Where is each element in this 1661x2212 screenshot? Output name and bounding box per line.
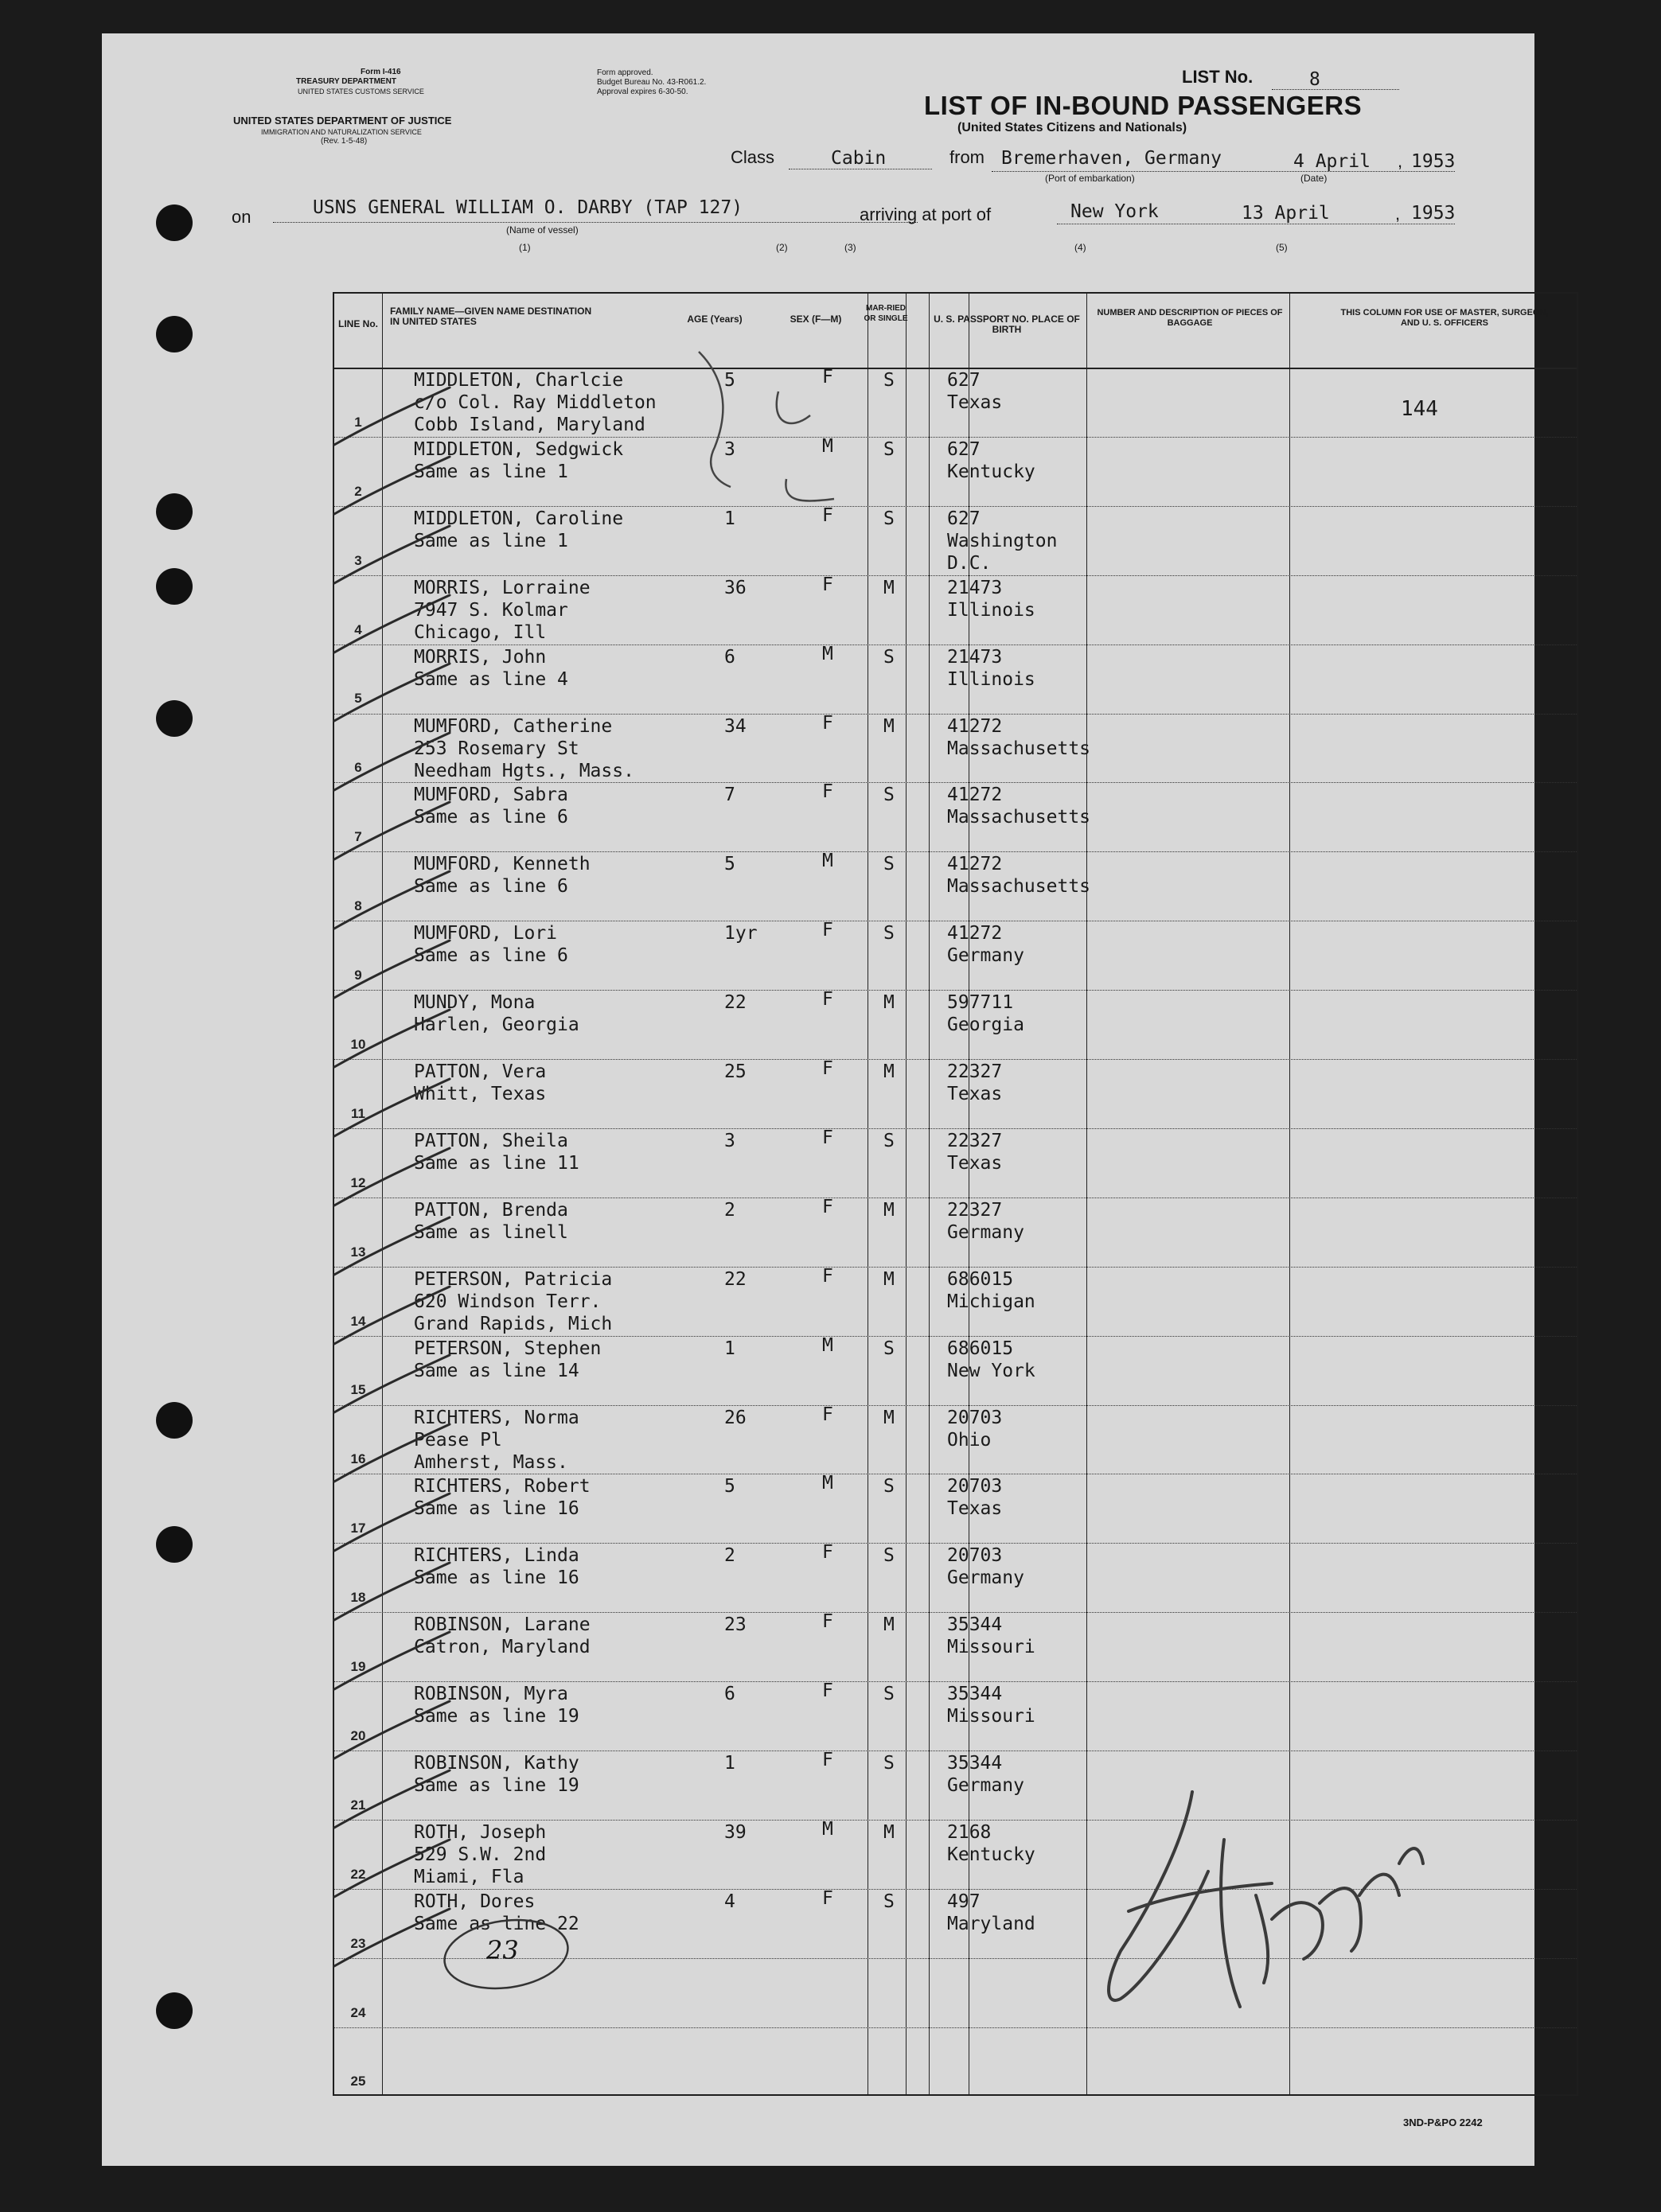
list-no-value: 8 [1309, 69, 1320, 90]
arrival-port: New York [1070, 201, 1159, 222]
table-row [334, 368, 1577, 437]
col-header-passport: U. S. PASSPORT NO. PLACE OF BIRTH [934, 313, 1080, 335]
row-divider [334, 782, 1577, 783]
passenger-sex: F [822, 1680, 833, 1702]
table-row [334, 1198, 1577, 1267]
passenger-age: 6 [724, 646, 735, 668]
binder-hole [156, 1992, 193, 2029]
passenger-name-destination: RICHTERS, Robert Same as line 16 [414, 1476, 591, 1520]
table-row [334, 782, 1577, 851]
marital-status: M [883, 1268, 895, 1290]
line-number: 16 [350, 1451, 366, 1467]
line-number: 1 [354, 414, 362, 430]
col-header-married: MAR-RIED OR SINGLE [864, 304, 908, 323]
marital-status: S [883, 923, 895, 944]
col-header-sex: SEX (F—M) [790, 313, 842, 325]
passenger-sex: F [822, 574, 833, 595]
passport-birthplace: 627 Texas [947, 370, 1003, 413]
passenger-sex: F [822, 1196, 833, 1217]
port-caption: (Port of embarkation) [1045, 173, 1135, 184]
passport-birthplace: 20703 Germany [947, 1545, 1024, 1589]
passenger-sex: F [822, 1265, 833, 1287]
line-number: 11 [351, 1105, 365, 1121]
row-divider [334, 851, 1577, 852]
line-number: 19 [350, 1659, 366, 1675]
passport-birthplace: 597711 Georgia [947, 992, 1024, 1036]
line-number: 2 [354, 483, 362, 499]
manifest-page [102, 33, 1549, 2166]
passenger-age: 5 [724, 854, 735, 875]
marital-status: S [883, 438, 895, 460]
table-row [334, 921, 1577, 990]
line-number: 12 [350, 1174, 366, 1190]
passport-birthplace: 41272 Massachusetts [947, 854, 1091, 898]
passenger-age: 7 [724, 785, 735, 806]
passenger-name-destination: RICHTERS, Linda Same as line 16 [414, 1545, 579, 1589]
passenger-name-destination: ROBINSON, Myra Same as line 19 [414, 1684, 579, 1727]
col-header-name: FAMILY NAME—GIVEN NAME DESTINATION IN UNITED STATES [390, 306, 592, 327]
table-row [334, 1681, 1577, 1751]
table-row [334, 1612, 1577, 1681]
line-number: 5 [354, 691, 362, 707]
row-divider [334, 1336, 1577, 1337]
line-number: 23 [350, 1935, 366, 1951]
table-row [334, 990, 1577, 1059]
passenger-sex: F [822, 367, 833, 387]
budget-label: Budget Bureau No. 43-R061.2. [597, 78, 707, 87]
passport-birthplace: 35344 Germany [947, 1753, 1024, 1796]
marital-status: S [883, 1753, 895, 1774]
customs-label: UNITED STATES CUSTOMS SERVICE [298, 88, 424, 95]
class-value: Cabin [831, 148, 887, 169]
marital-status: S [883, 1476, 895, 1497]
passenger-age: 4 [724, 1891, 735, 1912]
line-number: 4 [354, 621, 362, 637]
marital-status: M [883, 577, 895, 598]
passenger-name-destination: MORRIS, John Same as line 4 [414, 646, 568, 690]
footer-code: 3ND-P&PO 2242 [1403, 2117, 1483, 2128]
embarkation-port: Bremerhaven, Germany [1001, 148, 1222, 169]
passenger-sex: F [822, 1750, 833, 1770]
marital-status: S [883, 854, 895, 875]
officer-note: 144 [1401, 397, 1438, 421]
passenger-name-destination: MUMFORD, Lori Same as line 6 [414, 923, 568, 967]
passenger-sex: M [822, 435, 833, 457]
line-number: 8 [354, 898, 362, 914]
line-number: 25 [350, 2074, 366, 2089]
passenger-name-destination: PATTON, Vera Whitt, Texas [414, 1061, 547, 1104]
line-number: 22 [350, 1866, 366, 1882]
immigration-label: IMMIGRATION AND NATURALIZATION SERVICE [261, 128, 422, 136]
passport-birthplace: 20703 Texas [947, 1476, 1003, 1520]
marital-status: M [883, 992, 895, 1014]
passenger-name-destination: PATTON, Brenda Same as linell [414, 1199, 568, 1243]
passenger-age: 22 [724, 992, 747, 1014]
table-row [334, 851, 1577, 921]
passenger-age: 34 [724, 715, 747, 737]
passenger-name-destination: ROBINSON, Kathy Same as line 19 [414, 1753, 579, 1796]
treasury-label: TREASURY DEPARTMENT [296, 77, 396, 86]
passenger-age: 36 [724, 577, 747, 598]
page-title: LIST OF IN-BOUND PASSENGERS [924, 91, 1363, 120]
expires-label: Approval expires 6-30-50. [597, 88, 688, 96]
passenger-sex: F [822, 920, 833, 941]
passport-birthplace: 2168 Kentucky [947, 1821, 1035, 1865]
passport-birthplace: 686015 Michigan [947, 1268, 1035, 1312]
vessel-line [273, 222, 918, 223]
passenger-name-destination: PETERSON, Patricia 620 Windson Terr. Grand Rapids, Mich [414, 1268, 613, 1334]
passport-birthplace: 20703 Ohio [947, 1407, 1003, 1451]
vessel-caption: (Name of vessel) [506, 224, 579, 236]
marital-status: M [883, 1407, 895, 1428]
embarkation-year: 1953 [1411, 151, 1456, 172]
table-row [334, 1474, 1577, 1543]
passport-birthplace: 35344 Missouri [947, 1684, 1035, 1727]
table-row [334, 575, 1577, 645]
marital-status: S [883, 1684, 895, 1705]
passenger-age: 22 [724, 1268, 747, 1290]
from-label: from [949, 147, 985, 167]
passenger-age: 2 [724, 1199, 735, 1221]
passenger-sex: F [822, 712, 833, 734]
colnum-2: (2) [776, 242, 788, 253]
marital-status: S [883, 646, 895, 668]
passport-birthplace: 497 Maryland [947, 1891, 1035, 1934]
passenger-age: 5 [724, 370, 735, 391]
passenger-name-destination: PATTON, Sheila Same as line 11 [414, 1130, 579, 1174]
line-number: 3 [354, 552, 362, 568]
colnum-5: (5) [1276, 242, 1288, 253]
line-number: 6 [354, 760, 362, 776]
table-row [334, 1267, 1577, 1336]
line-number: 7 [354, 829, 362, 845]
passport-birthplace: 22327 Texas [947, 1061, 1003, 1104]
passenger-sex: M [822, 1818, 833, 1840]
passport-birthplace: 21473 Illinois [947, 646, 1035, 690]
row-divider [334, 1128, 1577, 1129]
passenger-name-destination: MUMFORD, Catherine 253 Rosemary St Needham Hgts., Mass. [414, 715, 634, 781]
marital-status: S [883, 1130, 895, 1151]
arriving-label: arriving at port of [860, 204, 992, 224]
passenger-age: 2 [724, 1545, 735, 1567]
passenger-age: 1 [724, 1753, 735, 1774]
marital-status: S [883, 1891, 895, 1912]
passenger-age: 3 [724, 1130, 735, 1151]
passenger-name-destination: PETERSON, Stephen Same as line 14 [414, 1338, 602, 1381]
table-row [334, 1543, 1577, 1612]
passport-birthplace: 41272 Massachusetts [947, 715, 1091, 759]
passenger-age: 25 [724, 1061, 747, 1082]
passport-birthplace: 21473 Illinois [947, 577, 1035, 621]
line-number: 21 [350, 1797, 366, 1813]
table-row [334, 1128, 1577, 1198]
passenger-age: 26 [724, 1407, 747, 1428]
row-divider [334, 714, 1577, 715]
table-row [334, 1059, 1577, 1128]
passenger-sex: F [822, 1611, 833, 1633]
passenger-name-destination: MIDDLETON, Caroline Same as line 1 [414, 508, 624, 551]
col-header-baggage: NUMBER AND DESCRIPTION OF PIECES OF BAGGAGE [1097, 308, 1283, 328]
passenger-sex: M [822, 851, 833, 872]
line-number: 13 [350, 1244, 366, 1260]
approved-label: Form approved. [597, 68, 653, 77]
passenger-age: 1 [724, 1338, 735, 1359]
passport-birthplace: 41272 Germany [947, 923, 1024, 967]
row-divider [334, 575, 1577, 576]
marital-status: S [883, 785, 895, 806]
marital-status: M [883, 1199, 895, 1221]
marital-status: S [883, 508, 895, 529]
colnum-3: (3) [844, 242, 856, 253]
line-number: 10 [350, 1036, 366, 1052]
passenger-sex: F [822, 781, 833, 803]
passenger-name-destination: RICHTERS, Norma Pease Pl Amherst, Mass. [414, 1407, 579, 1473]
row-divider [334, 506, 1577, 507]
marital-status: S [883, 1338, 895, 1359]
table-row [334, 1336, 1577, 1405]
table-row [334, 645, 1577, 714]
passenger-name-destination: MUMFORD, Kenneth Same as line 6 [414, 854, 591, 898]
arrival-date: 13 April [1242, 203, 1330, 224]
form-number: Form I-416 [361, 68, 401, 76]
passenger-name-destination: ROTH, Joseph 529 S.W. 2nd Miami, Fla [414, 1821, 547, 1887]
row-divider [334, 437, 1577, 438]
passenger-age: 3 [724, 438, 735, 460]
row-divider [334, 1267, 1577, 1268]
passenger-name-destination: ROBINSON, Larane Catron, Maryland [414, 1614, 591, 1658]
justice-label: UNITED STATES DEPARTMENT OF JUSTICE [233, 115, 452, 127]
on-label: on [232, 207, 251, 227]
binder-hole [156, 493, 193, 530]
vessel-name: USNS GENERAL WILLIAM O. DARBY (TAP 127) [313, 197, 743, 218]
binder-hole [156, 1402, 193, 1439]
passport-birthplace: 22327 Texas [947, 1130, 1003, 1174]
passenger-sex: F [822, 1542, 833, 1564]
date-caption: (Date) [1300, 173, 1328, 184]
marital-status: S [883, 1545, 895, 1567]
line-number: 14 [350, 1313, 366, 1329]
circled-total: 23 [486, 1935, 519, 1965]
class-label: Class [731, 147, 775, 167]
page-subtitle: (United States Citizens and Nationals) [957, 121, 1187, 134]
passenger-sex: F [822, 1887, 833, 1909]
passport-birthplace: 41272 Massachusetts [947, 785, 1091, 828]
binder-hole [156, 204, 193, 241]
col-header-officers: THIS COLUMN FOR USE OF MASTER, SURGEON, AND U. S. OFFICERS [1340, 308, 1549, 328]
passenger-age: 6 [724, 1684, 735, 1705]
passenger-sex: M [822, 1334, 833, 1356]
marital-status: M [883, 1061, 895, 1082]
passport-birthplace: 627 Kentucky [947, 438, 1035, 482]
arrival-year-sep: , [1395, 204, 1401, 224]
row-divider [334, 1612, 1577, 1613]
passport-birthplace: 22327 Germany [947, 1199, 1024, 1243]
passenger-name-destination: MIDDLETON, Sedgwick Same as line 1 [414, 438, 624, 482]
passenger-name-destination: MUNDY, Mona Harlen, Georgia [414, 992, 579, 1036]
list-no-label: LIST No. [1182, 67, 1254, 87]
table-row [334, 506, 1577, 575]
arrival-year: 1953 [1411, 203, 1456, 224]
passenger-age: 1 [724, 508, 735, 529]
marital-status: M [883, 715, 895, 737]
passport-birthplace: 627 Washington D.C. [947, 508, 1058, 574]
row-divider [334, 1059, 1577, 1060]
line-number: 24 [350, 2004, 366, 2020]
passenger-sex: F [822, 1404, 833, 1425]
passenger-age: 5 [724, 1476, 735, 1497]
col-header-age: AGE (Years) [687, 313, 743, 325]
colnum-4: (4) [1074, 242, 1086, 253]
vessel-colnum: (1) [519, 242, 531, 253]
passenger-sex: F [822, 1127, 833, 1148]
passenger-sex: F [822, 1058, 833, 1079]
line-number: 18 [350, 1590, 366, 1606]
from-line [992, 171, 1455, 172]
passenger-name-destination: MIDDLETON, Charlcie c/o Col. Ray Middleton Cobb Island, Maryland [414, 370, 657, 435]
passenger-age: 39 [724, 1821, 747, 1843]
col-header-line-no: LINE No. [338, 318, 378, 329]
line-number: 17 [350, 1521, 366, 1536]
passenger-name-destination: ROTH, Dores Same as line 22 [414, 1891, 579, 1934]
binder-hole [156, 316, 193, 352]
line-number: 15 [350, 1382, 366, 1398]
row-divider [334, 1405, 1577, 1406]
passenger-sex: M [822, 643, 833, 664]
marital-status: M [883, 1821, 895, 1843]
passport-birthplace: 35344 Missouri [947, 1614, 1035, 1658]
marital-status: M [883, 1614, 895, 1636]
officer-signature [985, 1744, 1431, 2039]
passenger-sex: F [822, 989, 833, 1011]
binder-hole [156, 568, 193, 605]
revision-label: (Rev. 1-5-48) [321, 137, 368, 146]
marital-status: S [883, 370, 895, 391]
passenger-sex: F [822, 504, 833, 526]
passenger-name-destination: MUMFORD, Sabra Same as line 6 [414, 785, 568, 828]
passenger-sex: M [822, 1473, 833, 1494]
line-number: 20 [350, 1727, 366, 1743]
table-row [334, 1405, 1577, 1474]
passport-birthplace: 686015 New York [947, 1338, 1035, 1381]
row-divider [334, 1543, 1577, 1544]
table-row [334, 714, 1577, 783]
embarkation-year-sep: , [1398, 151, 1403, 171]
binder-hole [156, 700, 193, 737]
binder-hole [156, 1526, 193, 1563]
embarkation-date: 4 April [1293, 151, 1371, 172]
row-divider [334, 990, 1577, 991]
bracket-mark [651, 328, 890, 535]
list-no-line [1272, 89, 1399, 90]
passenger-age: 1yr [724, 923, 758, 944]
line-number: 9 [354, 968, 362, 983]
passenger-age: 23 [724, 1614, 747, 1636]
passenger-name-destination: MORRIS, Lorraine 7947 S. Kolmar Chicago, Ill [414, 577, 591, 643]
table-row [334, 437, 1577, 506]
row-divider [334, 1681, 1577, 1682]
